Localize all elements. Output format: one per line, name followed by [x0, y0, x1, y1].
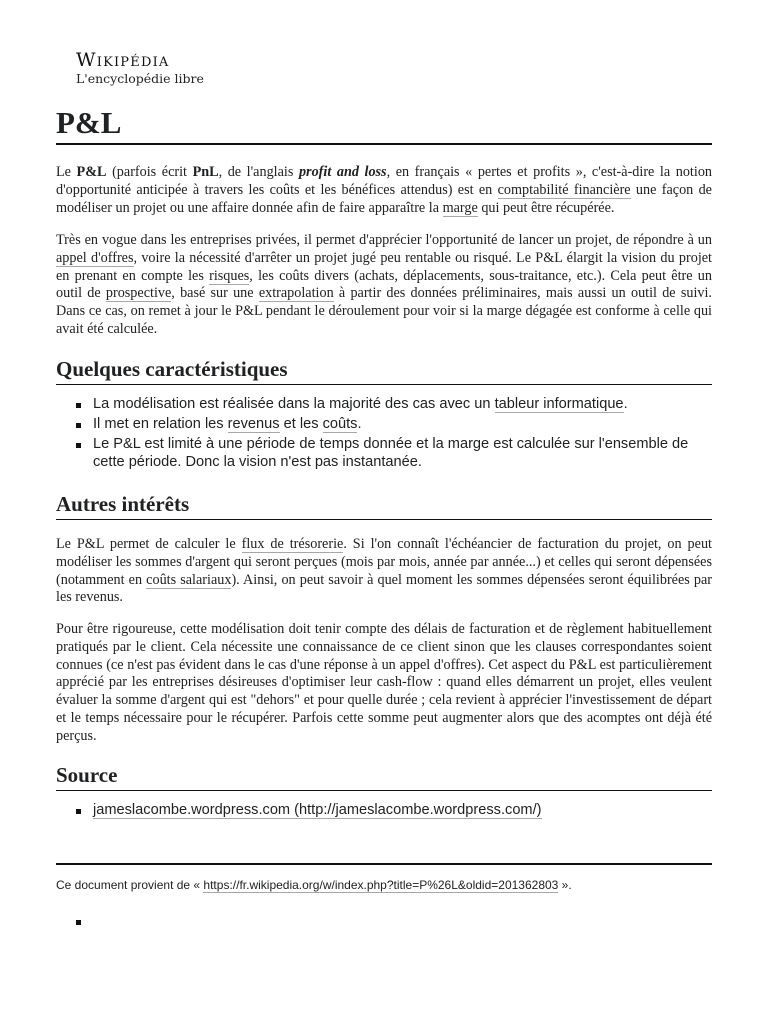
paragraph-text: Très en vogue dans les entreprises privées, il permet d'apprécier l'opportunité de lancer un projet, de répondre à un: [56, 232, 712, 248]
paragraph-text: à partir des données préliminaires, mais aussi un outil de suivi. Dans ce cas, on remet à jour le P&L pendant le déroulement pour voir si la marge dégagée est conforme à celle qui avait été calculée.: [56, 285, 712, 337]
list-item-text: Il met en relation les: [93, 416, 228, 432]
footer-source-note: [56, 878, 572, 893]
link-tableur-informatique[interactable]: tableur informatique: [494, 396, 624, 412]
link-flux-de-tresorerie[interactable]: flux de trésorerie: [241, 536, 344, 552]
intro-text: qui peut être récupérée.: [477, 199, 615, 216]
caracteristiques-list: [76, 396, 706, 474]
link-prospective[interactable]: prospective: [105, 285, 172, 302]
link-extrapolation[interactable]: extrapolation: [258, 285, 334, 302]
list-item: [76, 802, 706, 820]
page-title: P&L: [56, 106, 712, 145]
second-paragraph: [56, 232, 712, 339]
link-source-jameslacombe[interactable]: jameslacombe.wordpress.com (http://jameslacombe.wordpress.com/): [93, 802, 542, 818]
autres-interets-paragraph-1: [56, 536, 712, 607]
list-item: [76, 396, 706, 414]
link-couts-salariaux[interactable]: coûts salariaux: [146, 571, 232, 588]
link-marge[interactable]: marge: [442, 199, 478, 216]
paragraph-text: , basé sur une: [171, 285, 259, 302]
link-couts[interactable]: coûts: [322, 416, 358, 432]
intro-bold-term: PnL: [192, 164, 219, 180]
intro-text: Le: [56, 164, 77, 180]
footer-text: Ce document provient de «: [56, 878, 204, 892]
paragraph-text: , les coûts divers (achats, déplacements, sous-traitance, etc.). Cela peut être un outil de: [56, 267, 712, 302]
link-risques[interactable]: risques: [209, 267, 250, 284]
wikipedia-logo[interactable]: [76, 49, 276, 86]
intro-text: , en français « pertes et profits », c'est-à-dire la notion d'opportunité anticipée à travers les coûts et les bénéfices attendus) est en: [56, 164, 713, 198]
source-list: [76, 802, 706, 822]
section-heading-source: Source: [56, 762, 712, 791]
intro-text: (parfois écrit: [106, 164, 193, 180]
list-item-text: .: [357, 416, 362, 432]
empty-list-bullet: [76, 920, 81, 925]
list-item: [76, 436, 706, 471]
list-item-text: La modélisation est réalisée dans la majorité des cas avec un: [93, 396, 495, 412]
intro-paragraph: [56, 164, 712, 217]
list-item-text: et les: [279, 416, 323, 432]
autres-interets-paragraph-2: Pour être rigoureuse, cette modélisation doit tenir compte des délais de facturation et de règlement habituellement pratiqués par le client. Cela nécessite une connaissance de ce client sinon que les clauses correspondantes soient connues (ce n'est pas évident dans le cas d'une réponse à un appel d'offres). Cet aspect du P&L est particulièrement apprécié par les entreprises désireuses d'optimiser leur cash-flow : quand elles démarrent un projet, elles veulent évaluer la somme d'argent qui est "dehors" et pour quelle durée ; cela revient à apprécier l'investissement de départ et le temps nécessaire pour le récupérer. Parfois cette somme peut augmenter alors que des acomptes ont déjà été perçus.: [56, 621, 712, 744]
link-footer-permalink[interactable]: https://fr.wikipedia.org/w/index.php?title=P%26L&oldid=201362803: [203, 878, 559, 892]
logo-wordmark: Wikipédia: [76, 49, 170, 71]
link-appel-doffres[interactable]: appel d'offres: [56, 249, 134, 266]
intro-text: une façon de modéliser un projet ou une affaire donnée afin de faire apparaître la: [56, 181, 712, 216]
paragraph-text: ). Ainsi, on peut savoir à quel moment les sommes dépensées seront équilibrées par les revenus.: [56, 571, 713, 606]
intro-bold-italic-term: profit and loss: [298, 164, 387, 180]
intro-bold-term: P&L: [76, 164, 107, 180]
link-comptabilite-financiere[interactable]: comptabilité financière: [497, 181, 631, 198]
paragraph-text: Le P&L permet de calculer le: [56, 536, 242, 552]
link-revenus[interactable]: revenus: [227, 416, 280, 432]
list-item: [76, 416, 706, 434]
intro-text: , de l'anglais: [218, 164, 299, 180]
footer-text: ».: [558, 878, 572, 892]
footer-divider: [56, 863, 712, 865]
section-heading-caracteristiques: Quelques caractéristiques: [56, 356, 712, 385]
paragraph-text: , voire la nécessité d'arrêter un projet jugé peu rentable ou risqué. Le P&L élargit la vision du projet en prenant en compte les: [56, 249, 712, 284]
logo-tagline: L'encyclopédie libre: [76, 71, 204, 86]
paragraph-text: . Si l'on connaît l'échéancier de facturation du projet, on peut modéliser les sommes d'argent qui seront perçues (mois par mois, année par année...) et celles qui seront dépensées (notamment en: [56, 536, 712, 588]
list-item-text: Le P&L est limité à une période de temps donnée et la marge est calculée sur l'ensemble de cette période. Donc la vision n'est pas instantanée.: [93, 436, 689, 470]
section-heading-autres-interets: Autres intérêts: [56, 491, 712, 520]
list-item-text: .: [623, 396, 628, 412]
